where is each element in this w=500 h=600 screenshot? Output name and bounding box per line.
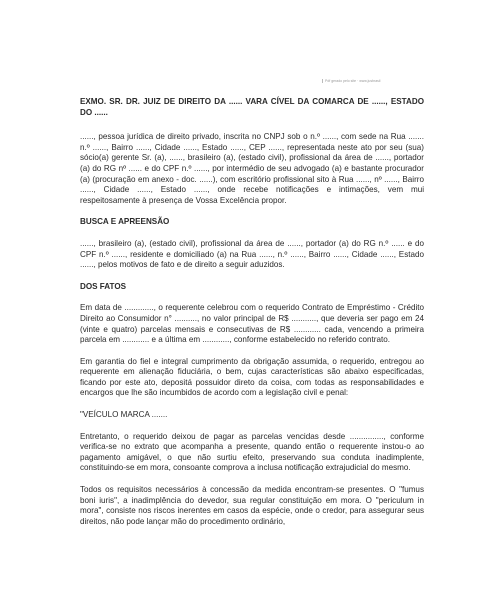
fact-paragraph-1: Em data de ............., o requerente celebrou com o requerido Contrato de Empréstimo - Crédito Direito ao Consumidor n° .........., no valor principal de R$ ..........., que deveria ser pago em 24 (vinte e quatro) parcelas mensais e consecutivas de R$ ............ cada, vencendo a primeira parcela em ............ e a última em ............, conforme estabelecido no referido contrato. bbox=[80, 303, 424, 345]
intro-paragraph: ......, pessoa jurídica de direito privado, inscrita no CNPJ sob o n.º ......, com sede na Rua ....... n.º ......, Bairro ......, Cidade ......, Estado ......, CEP ......, representada neste ato por seu (sua) sócio(a) gerente Sr. (a), ......, brasileiro (a), (estado civil), profissional da área de ......, portador (a) do RG nº ...... e do CPF n.º ......, por intermédio de seu advogado (a) e bastante procurador (a) (procuração em anexo - doc. ......), com escritório profissional sito à Rua ......, nº ......, Bairro ......, Cidade ......, Estado ......, onde recebe notificações e intimações, vem mui respeitosamente à presença de Vossa Excelência propor. bbox=[80, 132, 424, 205]
header-watermark: Pdf gerado pelo site · www.jusbrasil bbox=[322, 79, 380, 83]
section-busca-paragraph: ......, brasileiro (a), (estado civil), profissional da área de ......, portador (a) do RG n.º ...... e do CPF n.º ......, residente e domiciliado (a) na Rua ......, n.º ......, Bairro ......, Cidade ......, Estado ......, pelos motivos de fato e de direito a seguir aduzidos. bbox=[80, 238, 424, 270]
section-heading-fatos: DOS FATOS bbox=[80, 281, 127, 291]
document-body bbox=[80, 97, 424, 538]
document-title: EXMO. SR. DR. JUIZ DE DIREITO DA ...... VARA CÍVEL DA COMARCA DE ......, ESTADO DO ...... bbox=[80, 97, 424, 117]
fact-paragraph-2: Em garantia do fiel e integral cumprimento da obrigação assumida, o requerido, entregou ao requerente em alienação fiduciária, o bem, cujas características são abaixo especificadas, ficando por este ato, depositá possuidor direto da coisa, com todas as responsabilidades e encargos que lhe são incumbidos de acordo com a legislação civil e penal: bbox=[80, 356, 424, 398]
fact-paragraph-5: Todos os requisitos necessários à concessão da medida encontram-se presentes. O "fumus boni iuris", a inadimplência do devedor, sua regular constituição em mora. O "periculum in mora", consiste nos riscos inerentes em casos da espécie, onde o credor, para assegurar seus direitos, não pode lançar mão do procedimento ordinário, bbox=[80, 485, 424, 526]
fact-paragraph-4: Entretanto, o requerido deixou de pagar as parcelas vencidas desde ..............., conforme verifica-se no extrato que acompanha a presente, quando então o requerente instou-o ao pagamento amigável, o que não surtiu efeito, preservando sua conduta inadimplente, constituindo-se em mora, consoante comprova a inclusa notificação extrajudicial do mesmo. bbox=[80, 431, 424, 473]
section-heading-busca: BUSCA E APREENSÃO bbox=[80, 217, 170, 227]
fact-paragraph-3: "VEÍCULO MARCA ....... bbox=[80, 410, 168, 420]
